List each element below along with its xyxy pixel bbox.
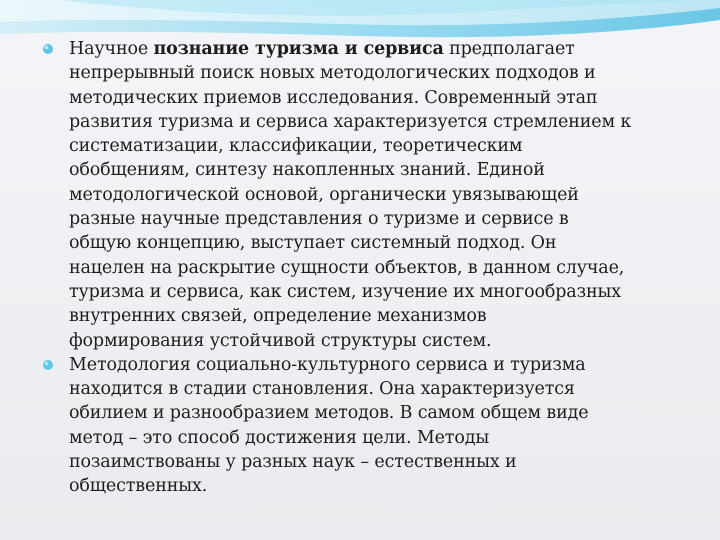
text-segment: предполагает <box>443 39 575 59</box>
text-line: находится в стадии становления. Она характеризуется <box>69 379 575 400</box>
text-line: методологической основой, органически увязывающей <box>69 184 579 205</box>
text-line: общественных. <box>69 476 208 497</box>
bullet-icon <box>42 359 54 371</box>
bullet-icon <box>42 43 54 55</box>
text-line: разные научные представления о туризме и сервисе в <box>69 209 569 230</box>
text-line: метод – это способ достижения цели. Методы <box>69 427 490 448</box>
text-line: туризма и сервиса, как систем, изучение их многообразных <box>69 281 621 302</box>
text-segment: Научное <box>69 39 154 59</box>
text-line: непрерывный поиск новых методологических подходов и <box>69 63 596 84</box>
text-line: позаимствованы у разных наук – естественных и <box>69 452 517 473</box>
text-line: обилием и разнообразием методов. В самом общем виде <box>69 403 589 424</box>
bold-phrase: познание туризма и сервиса <box>153 39 444 59</box>
text-line: систематизации, классификации, теоретическим <box>69 136 523 157</box>
text-line: Методология социально-культурного сервиса и туризма <box>69 354 586 375</box>
text-line: общую концепцию, выступает системный подход. Он <box>69 233 557 254</box>
bullet-item <box>40 37 708 353</box>
text-line <box>69 37 708 61</box>
text-line: внутренних связей, определение механизмов <box>69 306 487 327</box>
slide-content <box>40 37 708 499</box>
text-line: методических приемов исследования. Современный этап <box>69 87 598 108</box>
text-line: нацелен на раскрытие сущности объектов, в данном случае, <box>69 257 625 278</box>
text-line: формирования устойчивой структуры систем. <box>69 330 492 351</box>
bullet-text <box>69 37 708 353</box>
bullet-text <box>69 353 708 499</box>
text-line: развития туризма и сервиса характеризуется стремлением к <box>69 111 632 132</box>
bullet-item <box>40 353 708 499</box>
text-line: обобщениям, синтезу накопленных знаний. Единой <box>69 160 545 181</box>
